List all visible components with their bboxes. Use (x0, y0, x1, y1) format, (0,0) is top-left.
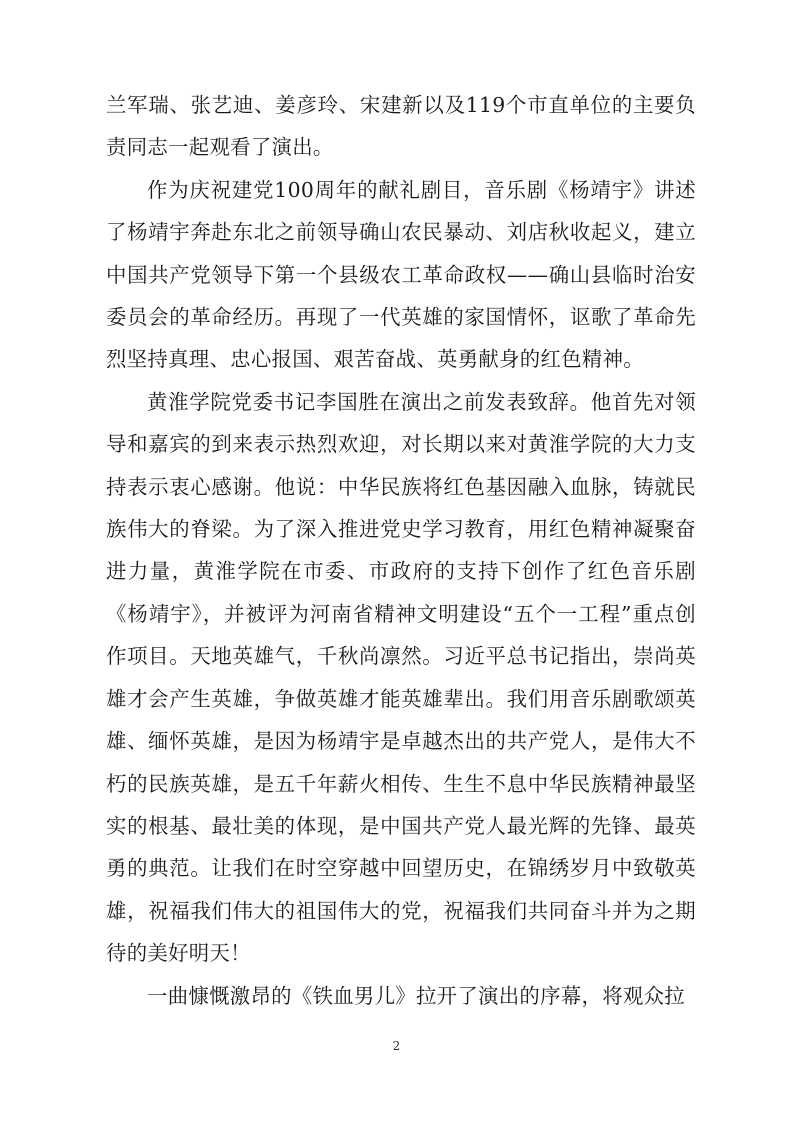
paragraph-play-introduction: 作为庆祝建党100周年的献礼剧目，音乐剧《杨靖宇》讲述了杨靖宇奔赴东北之前领导确山农民暴动、刘店秋收起义，建立中国共产党领导下第一个县级农工革命政权——确山县临时治安委员会的革命经历。再现了一代英雄的家国情怀，讴歌了革命先烈坚持真理、忠心报国、艰苦奋战、英勇献身的红色精神。 (106, 177, 696, 372)
paragraph-opening-performance: 一曲慷慨激昂的《铁血男儿》拉开了演出的序幕，将观众拉 (147, 983, 685, 1008)
document-body (106, 84, 696, 1017)
paragraph-continuation: 兰军瑞、张艺迪、姜彦玲、宋建新以及119个市直单位的主要负责同志一起观看了演出。 (106, 93, 696, 160)
page-number: 2 (392, 1039, 401, 1053)
paragraph-speech: 黄淮学院党委书记李国胜在演出之前发表致辞。他首先对领导和嘉宾的到来表示热烈欢迎，对长期以来对黄淮学院的大力支持表示衷心感谢。他说：中华民族将红色基因融入血脉，铸就民族伟大的脊梁。为了深入推进党史学习教育，用红色精神凝聚奋进力量，黄淮学院在市委、市政府的支持下创作了红色音乐剧《杨靖宇》，并被评为河南省精神文明建设“五个一工程”重点创作项目。天地英雄气，千秋尚凛然。习近平总书记指出，崇尚英雄才会产生英雄，争做英雄才能英雄辈出。我们用音乐剧歌颂英雄、缅怀英雄，是因为杨靖宇是卓越杰出的共产党人，是伟大不朽的民族英雄，是五千年薪火相传、生生不息中华民族精神最坚实的根基、最壮美的体现，是中国共产党人最光辉的先锋、最英勇的典范。让我们在时空穿越中回望历史，在锦绣岁月中致敬英雄，祝福我们伟大的祖国伟大的党，祝福我们共同奋斗并为之期待的美好明天！ (106, 389, 696, 966)
